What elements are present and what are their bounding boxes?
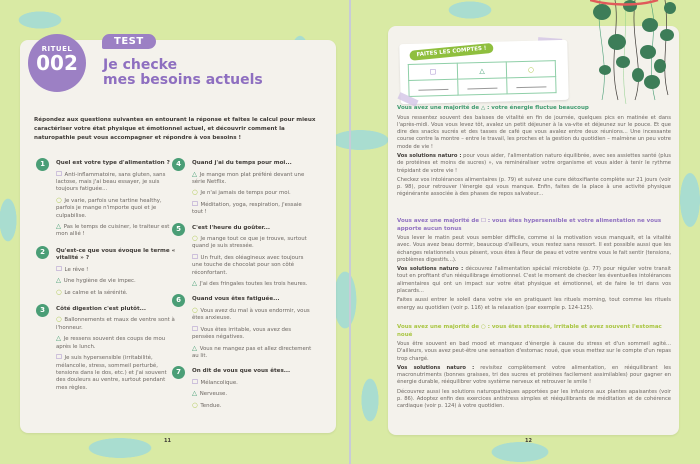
test-tag: TEST (102, 34, 156, 49)
question-number-badge: 7 (172, 366, 185, 379)
square-icon: ☐ (192, 377, 198, 386)
circle-icon: ○ (192, 305, 198, 314)
questions-column-1 (36, 160, 176, 400)
option[interactable] (192, 402, 312, 410)
option[interactable] (192, 345, 312, 361)
book-spine (349, 0, 351, 464)
option-text: Anti-inflammatoire, sans gluten, sans lactose, mais j'ai beau essayer, je suis toujours fatiguée... (56, 171, 166, 193)
result-square (397, 218, 671, 314)
page-title (103, 58, 263, 88)
option-text: Une hygiène de vie impec. (63, 278, 136, 285)
page-number-left: 11 (164, 438, 171, 444)
question-number-badge: 3 (36, 304, 49, 317)
result-triangle (397, 105, 671, 201)
result-paragraph: Vous ressentez souvent des baisses de vitalité en fin de journée, quelques pics en matinée et dans l'après-midi. Vous vous levez tôt, avalez un petit déjeuner à la va-vite et déjeunez sur le pouce. Et que dire des snacks sucrés et des tasses de café que vous avalez entre deux réunions... Une incessante course contre la montre – entre le travail, les proches et la gestion du quotidien – malmène un peu votre mode de vie ! (397, 114, 671, 150)
option-text: Vous avez du mal à vous endormir, vous êtes anxieuse. (192, 307, 310, 322)
question-text: Quand vous êtes fatiguée... (192, 296, 280, 303)
option-text: Un fruit, des oléagineux avec toujours une touche de chocolat pour son côté réconfortant. (192, 254, 304, 276)
questions-column-2 (172, 160, 312, 418)
question-text: Côté digestion c'est plutôt... (56, 305, 147, 312)
triangle-icon: △ (192, 343, 197, 352)
result-heading: Vous avez une majorité de ☐ : vous êtes hypersensible et votre alimentation ne vous apporte aucun tonus (397, 218, 662, 232)
triangle-icon: △ (192, 389, 197, 398)
circle-icon: ○ (56, 287, 62, 296)
result-solutions: Vos solutions naturo : pour vous aider, l'alimentation naturo équilibrée, avec ses assiettes santé (plus de protéines et moins de sucres) », va reminéraliser votre organisme et vous aider à tenir le rythme trépidant de votre vie ! (397, 152, 672, 174)
score-field-triangle[interactable] (458, 78, 507, 95)
question-text: Qu'est-ce que vous évoque le terme « vitalité » ? (56, 247, 176, 262)
option[interactable] (56, 171, 176, 194)
question-number-badge: 6 (172, 294, 185, 307)
circle-icon: ○ (192, 234, 198, 243)
question-5 (172, 225, 312, 289)
triangle-icon: △ (192, 169, 197, 178)
result-solutions: Vos solutions naturo : revisitez complètement votre alimentation, en rééquilibrant les macronutriments (bonnes graisses, tri des sucres et protéines facilement assimilables) pour gagner en énergie durable, rééquilibrer votre système nerveux et retrouver le smile ! (397, 364, 671, 386)
option-text: Tendue. (200, 402, 222, 409)
square-icon: ☐ (56, 264, 62, 273)
title-line-2: mes besoins actuels (103, 72, 263, 88)
score-field-square[interactable] (409, 79, 458, 96)
option[interactable] (192, 390, 312, 398)
score-table (408, 60, 557, 97)
triangle-icon: △ (192, 279, 197, 288)
question-number-badge: 2 (36, 246, 49, 259)
option[interactable] (56, 197, 176, 220)
option-text: Je mange mon plat préféré devant une série Netflix. (192, 171, 305, 185)
option[interactable] (192, 189, 312, 197)
question-1 (36, 160, 176, 239)
question-text: Quel est votre type d'alimentation ? (56, 160, 170, 166)
option-text: Pas le temps de cuisiner, le traiteur est mon allié ! (56, 223, 170, 238)
option-text: Je varie, parfois une tartine healthy, parfois je mange n'importe quoi et je culpabilise. (56, 197, 162, 219)
hanging-plant-illustration (590, 0, 685, 105)
question-number-badge: 5 (172, 223, 185, 236)
question-3 (36, 306, 176, 392)
question-6 (172, 296, 312, 360)
option[interactable] (192, 326, 312, 342)
option-text: Mélancolique. (200, 379, 238, 386)
option[interactable] (192, 280, 312, 288)
option[interactable] (56, 223, 176, 239)
option-text: Je n'ai jamais de temps pour moi. (200, 190, 291, 197)
option[interactable] (56, 266, 176, 274)
option-text: Le calme et la sérénité. (64, 289, 128, 296)
option[interactable] (56, 277, 176, 285)
result-solutions: Vos solutions naturo : découvrez l'alimentation spécial microbiote (p. 77) pour réguler votre transit tout en profitant d'un rééquilibrage émotionnel. C'est le moment de checker les éventuelles intolérances alimentaires qui ont un impact sur votre état physique et émotionnel, et de faire le tri dans vos placards... (397, 266, 671, 295)
result-paragraph: Vous être souvent en bad mood et manquez d'énergie à cause du stress et d'un sommeil agité... D'ailleurs, vous avez peut-être une sensation d'estomac noué, que vous mettez sur le compte d'un repas trop chargé. (397, 341, 671, 362)
result-paragraph: Checkez vos intolérances alimentaires (p. 79) et suivez une cure détoxifiante complète sur 21 jours (voir p. 98), pour retrouver l'énergie qui vous manque. Enfin, faites de la place à une activité physique régénérante associée à des phases de repos salvateur... (397, 176, 671, 198)
circle-icon: ○ (527, 65, 535, 74)
option[interactable] (192, 171, 312, 187)
score-header-circle (506, 61, 555, 78)
triangle-icon: △ (56, 334, 61, 343)
triangle-icon: △ (56, 276, 61, 285)
square-icon: ☐ (192, 199, 198, 208)
option-text: Ballonnements et maux de ventre sont à l'honneur. (56, 317, 175, 331)
option-text: Vous ne mangez pas et allez directement au lit. (192, 345, 312, 359)
title-line-1: Je checke (103, 57, 178, 73)
question-text: On dit de vous que vous êtes... (192, 368, 291, 375)
option[interactable] (192, 201, 312, 217)
option[interactable] (56, 316, 176, 332)
option-text: Je ressens souvent des coups de mou après le lunch. (56, 336, 166, 350)
option[interactable] (56, 354, 176, 392)
ritual-number: 002 (36, 51, 78, 75)
circle-icon: ○ (192, 400, 198, 409)
triangle-icon: △ (56, 221, 61, 230)
option-text: Nerveuse. (199, 391, 228, 398)
circle-icon: ○ (56, 315, 62, 324)
option[interactable] (192, 254, 312, 277)
triangle-icon: △ (479, 66, 485, 75)
question-number-badge: 4 (172, 158, 185, 171)
option-text: Je mange tout ce que je trouve, surtout quand je suis stressée. (192, 236, 307, 250)
option[interactable] (56, 335, 176, 351)
square-icon: ☐ (56, 169, 62, 178)
intro-text: Répondez aux questions suivantes en entourant la réponse et faites le calcul pour mieux caractériser votre état physique et émotionnel actuel, et découvrir comment la naturopathie peut vous accompagner et répondre à vos besoins ! (34, 117, 316, 141)
result-heading: Vous avez une majorité de ○ : vous êtes stressée, irritable et avez souvent l'estomac noué (397, 324, 662, 338)
result-heading: Vous avez une majorité de △ : votre énergie fluctue beaucoup (397, 105, 589, 111)
score-card (399, 40, 569, 104)
option[interactable] (56, 289, 176, 297)
square-icon: ☐ (192, 324, 198, 333)
score-field-circle[interactable] (507, 77, 556, 94)
option[interactable] (192, 379, 312, 387)
question-4 (172, 160, 312, 217)
ritual-badge (28, 34, 86, 92)
result-paragraph: Découvrez aussi les solutions naturopathiques apportées par les infusions aux plantes apaisantes (voir p. 86). Adoptez enfin des exercices antistress simples et rééquilibrants de méditation et de cohérence cardiaque (voir p. 124) à votre quotidien. (397, 388, 671, 410)
square-icon: ☐ (56, 353, 62, 362)
circle-icon: ○ (192, 188, 198, 197)
option-text: Le rêve ! (64, 266, 89, 273)
option-text: Vous êtes irritable, vous avez des pensées négatives. (192, 326, 292, 341)
page-number-right: 12 (525, 438, 532, 444)
question-number-badge: 1 (36, 158, 49, 171)
option-text: J'ai des fringales toutes les trois heures. (199, 281, 308, 288)
square-icon: ☐ (192, 252, 198, 261)
result-paragraph: Faites aussi entrer le soleil dans votre vie en pratiquant les rituels morning, tout comme les rituels energy au quotidien (voir p. 116) et la relaxation (par exemple p. 124-125). (397, 297, 671, 311)
question-7 (172, 368, 312, 410)
option-text: Méditation, yoga, respiration, j'essaie tout ! (192, 201, 302, 216)
question-text: Quand j'ai du temps pour moi... (192, 160, 292, 166)
score-header-square (408, 63, 457, 80)
question-text: C'est l'heure du goûter... (192, 224, 271, 231)
option[interactable] (192, 307, 312, 323)
result-circle (397, 324, 671, 413)
option-text: Je suis hypersensible (irritabilité, mélancolie, stress, sommeil perturbé, tensions dans le dos, etc.) et j'ai souvent des douleurs au ventre, surtout pendant mes règles. (56, 355, 167, 391)
option[interactable] (192, 235, 312, 251)
score-card-tag: FAITES LES COMPTES ! (409, 43, 494, 61)
result-paragraph: Vous lever le matin peut vous sembler difficile, comme si la motivation vous manquait, et la vitalité avec. Vous avez beau dormir, beaucoup d'ailleurs, vous restez sans ressort. Il est possible aussi que les échanges relationnels vous pèsent, vous êtes à fleur de peau et votre ventre vous le fait sentir (tensions, problèmes digestifs...). (397, 235, 671, 263)
score-header-triangle (457, 62, 506, 79)
square-icon: ☐ (429, 67, 437, 76)
question-2 (36, 248, 176, 297)
ritual-label: RITUEL (41, 45, 73, 53)
circle-icon: ○ (56, 195, 62, 204)
